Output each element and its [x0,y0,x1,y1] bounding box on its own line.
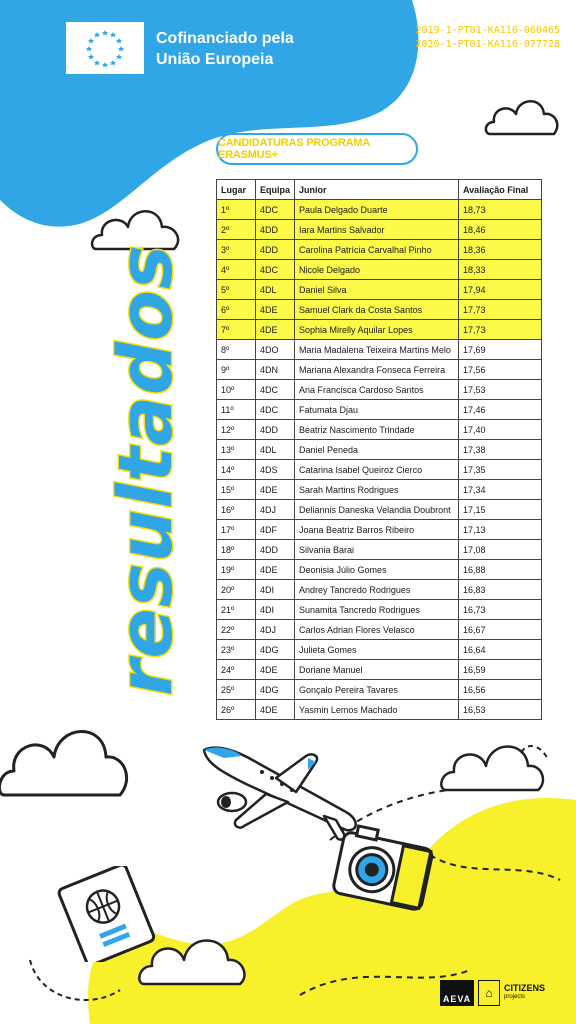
cell-junior: Deonisia Júlio Gomes [295,560,459,580]
cell-place: 3º [217,240,256,260]
cell-team: 4DD [256,420,295,440]
cell-score: 17,40 [459,420,542,440]
cell-place: 20º [217,580,256,600]
cell-junior: Julieta Gomes [295,640,459,660]
cell-junior: Silvania Barai [295,540,459,560]
cell-team: 4DE [256,660,295,680]
cell-team: 4DG [256,680,295,700]
cell-place: 17º [217,520,256,540]
table-row [217,380,542,400]
cell-junior: Carlos Adrian Flores Velasco [295,620,459,640]
passport-icon [52,866,160,962]
cell-junior: Mariana Alexandra Fonseca Ferreira [295,360,459,380]
eu-funding-text [156,28,294,70]
table-row [217,400,542,420]
cell-team: 4DL [256,440,295,460]
cell-junior: Joana Beatriz Barros Ribeiro [295,520,459,540]
cell-junior: Ana Francisca Cardoso Santos [295,380,459,400]
cell-place: 16º [217,500,256,520]
cell-score: 17,34 [459,480,542,500]
citizens-logo [504,984,545,1002]
project-code-1: 2019-1-PT01-KA116-060465 [415,25,560,36]
cell-place: 24º [217,660,256,680]
cell-score: 17,56 [459,360,542,380]
aeva-logo: AEVA [440,980,474,1006]
cell-score: 18,36 [459,240,542,260]
cell-place: 23º [217,640,256,660]
table-row [217,200,542,220]
cell-place: 8º [217,340,256,360]
cell-score: 16,73 [459,600,542,620]
cloud-icon [0,705,136,805]
cell-team: 4DD [256,240,295,260]
cell-place: 4º [217,260,256,280]
cell-score: 17,38 [459,440,542,460]
cell-score: 17,35 [459,460,542,480]
table-row [217,280,542,300]
cell-place: 9º [217,360,256,380]
cell-junior: Andrey Tancredo Rodrigues [295,580,459,600]
cell-junior: Deliannis Daneska Velandia Doubront [295,500,459,520]
cell-junior: Beatriz Nascimento Trindade [295,420,459,440]
table-row [217,660,542,680]
table-row [217,340,542,360]
camera-icon [328,822,438,918]
table-row [217,520,542,540]
cell-junior: Catarina Isabel Queiroz Cierco [295,460,459,480]
cell-score: 17,08 [459,540,542,560]
cell-junior: Nicole Delgado [295,260,459,280]
cell-team: 4DI [256,600,295,620]
cloud-icon [484,88,564,140]
cell-team: 4DE [256,700,295,720]
cell-team: 4DE [256,560,295,580]
table-row [217,360,542,380]
cell-team: 4DE [256,320,295,340]
cell-place: 7º [217,320,256,340]
table-row [217,260,542,280]
cell-team: 4DF [256,520,295,540]
cell-place: 25º [217,680,256,700]
cell-team: 4DD [256,220,295,240]
cell-score: 16,59 [459,660,542,680]
cell-score: 16,83 [459,580,542,600]
cell-team: 4DD [256,540,295,560]
cell-team: 4DE [256,300,295,320]
table-row [217,300,542,320]
cell-place: 21º [217,600,256,620]
eu-flag-icon [66,22,144,74]
table-row [217,580,542,600]
table-row [217,640,542,660]
school-logo-icon: ⌂ [478,980,500,1006]
column-header-junior: Junior [295,180,459,200]
cell-place: 11º [217,400,256,420]
cell-place: 14º [217,460,256,480]
table-row [217,480,542,500]
cell-place: 2º [217,220,256,240]
cell-team: 4DG [256,640,295,660]
cell-score: 17,73 [459,320,542,340]
cell-junior: Paula Delgado Duarte [295,200,459,220]
cell-team: 4DL [256,280,295,300]
cell-score: 17,53 [459,380,542,400]
cell-junior: Doriane Manuel [295,660,459,680]
table-row [217,500,542,520]
table-row [217,600,542,620]
cell-team: 4DJ [256,620,295,640]
cell-junior: Yasmin Lemos Machado [295,700,459,720]
cell-place: 19º [217,560,256,580]
cell-score: 17,15 [459,500,542,520]
cell-place: 12º [217,420,256,440]
cell-team: 4DS [256,460,295,480]
cell-score: 16,67 [459,620,542,640]
table-row [217,560,542,580]
cell-junior: Carolina Patrícia Carvalhal Pinho [295,240,459,260]
eu-line-2: União Europeia [156,51,274,68]
table-row [217,320,542,340]
cell-junior: Daniel Silva [295,280,459,300]
cell-score: 17,46 [459,400,542,420]
table-row [217,220,542,240]
cell-team: 4DC [256,380,295,400]
eu-line-1: Cofinanciado pela [156,30,294,47]
cell-place: 5º [217,280,256,300]
column-header-place: Lugar [217,180,256,200]
cell-score: 16,56 [459,680,542,700]
table-row [217,460,542,480]
table-row [217,540,542,560]
cell-team: 4DJ [256,500,295,520]
cell-place: 6º [217,300,256,320]
cell-score: 17,73 [459,300,542,320]
cell-team: 4DI [256,580,295,600]
cell-junior: Samuel Clark da Costa Santos [295,300,459,320]
cell-junior: Fatumata Djau [295,400,459,420]
cell-score: 17,94 [459,280,542,300]
cell-team: 4DC [256,400,295,420]
cell-score: 16,88 [459,560,542,580]
cell-score: 17,13 [459,520,542,540]
cloud-icon [440,728,550,800]
cell-score: 18,33 [459,260,542,280]
cell-place: 10º [217,380,256,400]
footer-logos [440,980,545,1006]
cell-place: 13º [217,440,256,460]
cell-place: 1º [217,200,256,220]
cell-junior: Sunamita Tancredo Rodrigues [295,600,459,620]
program-title: CANDIDATURAS PROGRAMA ERASMUS+ [216,133,418,165]
cell-score: 18,73 [459,200,542,220]
cell-score: 16,53 [459,700,542,720]
cell-junior: Maria Madalena Teixeira Martins Melo [295,340,459,360]
table-row [217,620,542,640]
table-row [217,440,542,460]
cell-score: 16,64 [459,640,542,660]
table-row [217,240,542,260]
cell-place: 26º [217,700,256,720]
project-codes [416,24,561,52]
table-row [217,680,542,700]
side-title: resultados [103,244,189,696]
cell-place: 18º [217,540,256,560]
cell-place: 15º [217,480,256,500]
cell-junior: Sarah Martins Rodrigues [295,480,459,500]
table-header-row [217,180,542,200]
column-header-score: Avaliação Final [459,180,542,200]
cell-junior: Iara Martins Salvador [295,220,459,240]
cell-score: 17,69 [459,340,542,360]
cell-junior: Gonçalo Pereira Tavares [295,680,459,700]
citizens-logo-sub: projects [504,994,526,1000]
cell-team: 4DO [256,340,295,360]
citizens-logo-name: CITIZENS [504,983,546,993]
cell-junior: Daniel Peneda [295,440,459,460]
table-row [217,420,542,440]
column-header-team: Equipa [256,180,295,200]
cell-place: 22º [217,620,256,640]
cell-team: 4DE [256,480,295,500]
results-table [216,179,542,720]
cell-team: 4DC [256,260,295,280]
cell-junior: Sophia Mirelly Aquilar Lopes [295,320,459,340]
cell-team: 4DC [256,200,295,220]
cell-score: 18,46 [459,220,542,240]
cell-team: 4DN [256,360,295,380]
project-code-2: 2020-1-PT01-KA116-077728 [415,39,560,50]
table-row [217,700,542,720]
